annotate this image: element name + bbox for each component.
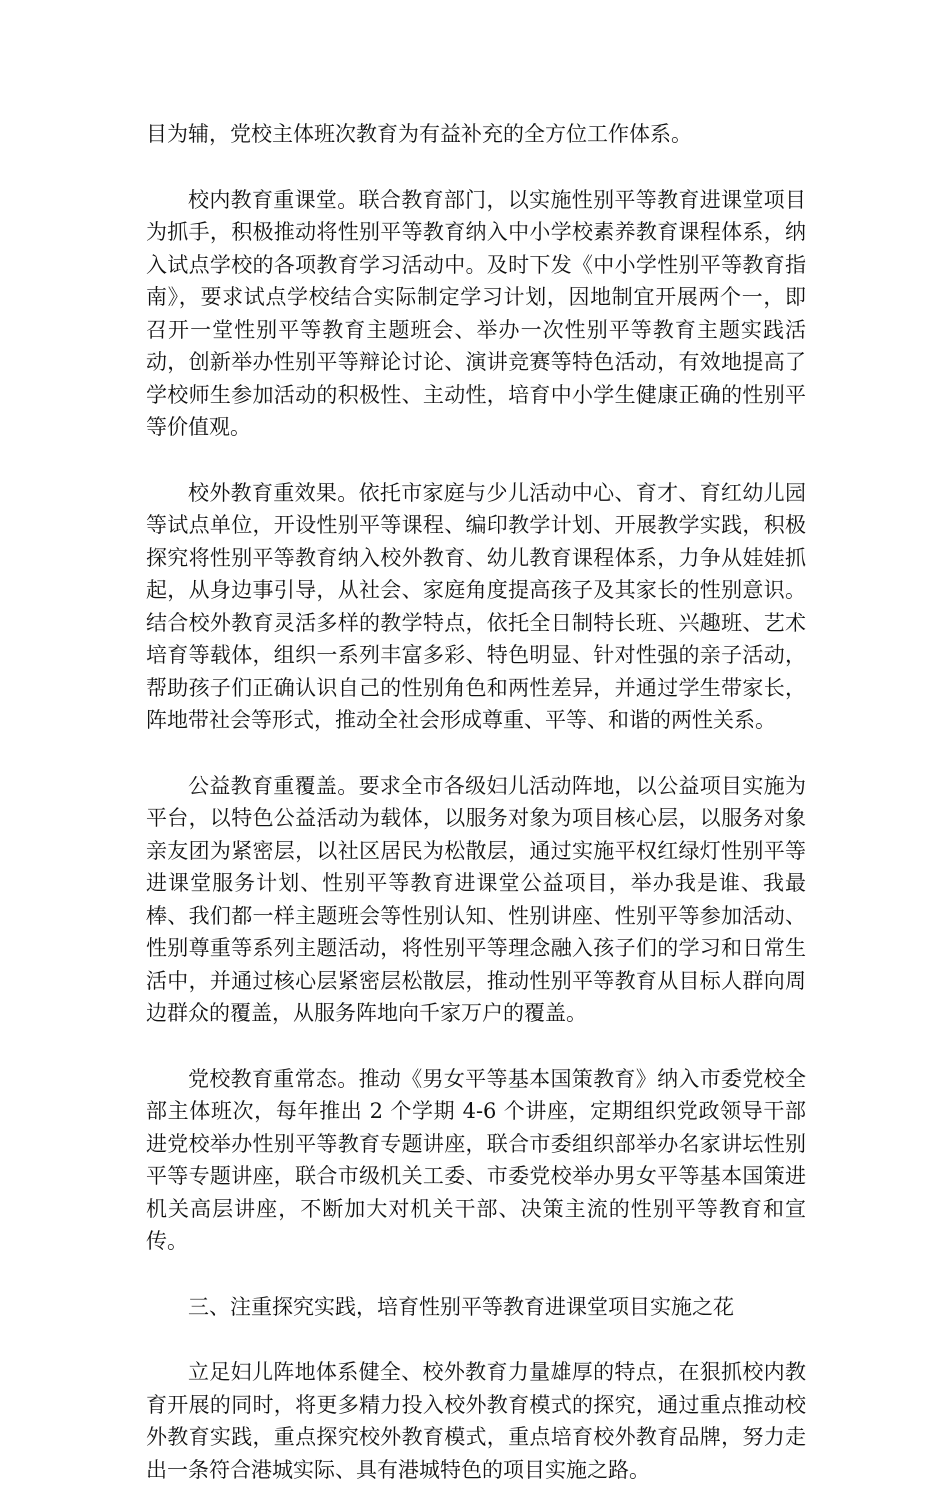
paragraph-in-school-education: 校内教育重课堂。联合教育部门，以实施性别平等教育进课堂项目为抓手，积极推动将性别平等教育纳入中小学校素养教育课程体系，纳入试点学校的各项教育学习活动中。及时下发《中小学性别平等教育指南》，要求试点学校结合实际制定学习计划，因地制宜开展两个一，即召开一堂性别平等教育主题班会、举办一次性别平等教育主题实践活动，创新举办性别平等辩论讨论、演讲竞赛等特色活动，有效地提高了学校师生参加活动的积极性、主动性，培育中小学生健康正确的性别平等价值观。 [146, 187, 806, 439]
paragraph-practice-exploration: 立足妇儿阵地体系健全、校外教育力量雄厚的特点，在狠抓校内教育开展的同时，将更多精力投入校外教育模式的探究，通过重点推动校外教育实践，重点探究校外教育模式，重点培育校外教育品牌，努力走出一条符合港城实际、具有港城特色的项目实施之路。 [146, 1360, 806, 1482]
paragraph-party-school-education: 党校教育重常态。推动《男女平等基本国策教育》纳入市委党校全部主体班次，每年推出 2 个学期 4-6 个讲座，定期组织党政领导干部进党校举办性别平等教育专题讲座，联合市委组织部举办名家讲坛性别平等专题讲座，联合市级机关工委、市委党校举办男女平等基本国策进机关高层讲座，不断加大对机关干部、决策主流的性别平等教育和宣传。 [146, 1066, 806, 1253]
document-page [146, 118, 806, 1486]
paragraph-out-of-school-education: 校外教育重效果。依托市家庭与少儿活动中心、育才、育红幼儿园等试点单位，开设性别平等课程、编印教学计划、开展教学实践，积极探究将性别平等教育纳入校外教育、幼儿教育课程体系，力争从娃娃抓起，从身边事引导，从社会、家庭角度提高孩子及其家长的性别意识。结合校外教育灵活多样的教学特点，依托全日制特长班、兴趣班、艺术培育等载体，组织一系列丰富多彩、特色明显、针对性强的亲子活动，帮助孩子们正确认识自己的性别角色和两性差异，并通过学生带家长，阵地带社会等形式，推动全社会形成尊重、平等、和谐的两性关系。 [146, 480, 806, 732]
paragraph-public-welfare-education: 公益教育重覆盖。要求全市各级妇儿活动阵地，以公益项目实施为平台，以特色公益活动为载体，以服务对象为项目核心层，以服务对象亲友团为紧密层，以社区居民为松散层，通过实施平权红绿灯性别平等进课堂服务计划、性别平等教育进课堂公益项目，举办我是谁、我最棒、我们都一样主题班会等性别认知、性别讲座、性别平等参加活动、性别尊重等系列主题活动，将性别平等理念融入孩子们的学习和日常生活中，并通过核心层紧密层松散层，推动性别平等教育从目标人群向周边群众的覆盖，从服务阵地向千家万户的覆盖。 [146, 773, 806, 1025]
section-heading-three: 三、注重探究实践，培育性别平等教育进课堂项目实施之花 [188, 1294, 734, 1319]
paragraph-continuation: 目为辅，党校主体班次教育为有益补充的全方位工作体系。 [146, 122, 692, 146]
